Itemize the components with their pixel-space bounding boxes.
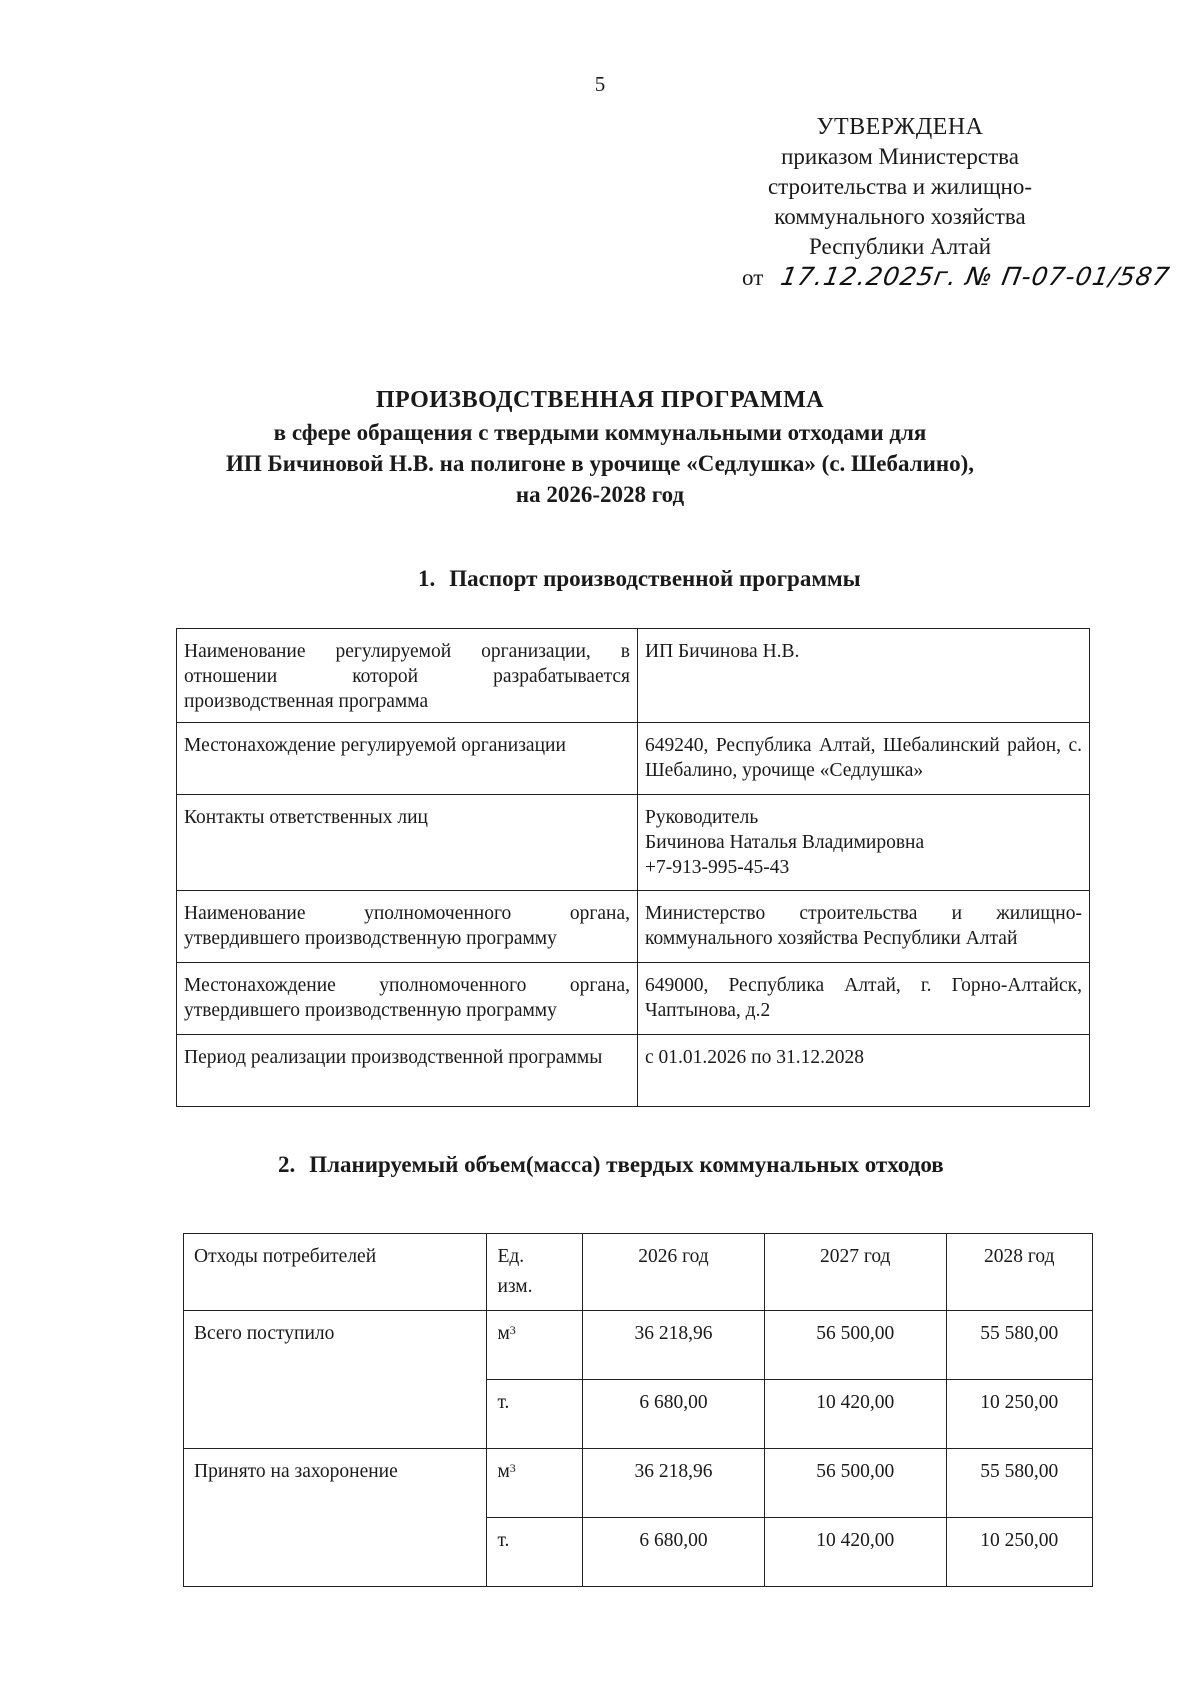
approval-date [742,262,1173,291]
value-line: Бичинова Наталья Владимировна [645,832,925,853]
value-line: ИП Бичинова Н.В. [645,641,800,662]
value-cell-2028: 10 250,00 [946,1518,1092,1587]
approval-block [730,112,1070,262]
handwritten-date-number: 17.12.2025г. № П-07-01/587 [778,262,1173,291]
table-row [177,723,1090,795]
value-line: 649240, Республика Алтай, Шебалинский район, с. Шебалино, урочище «Седлушка» [645,735,1082,781]
table-cell-label: Местонахождение регулируемой организации [177,723,638,795]
unit-cell [487,1311,583,1380]
document-subtitle-line: в сфере обращения с твердыми коммунальными отходами для [273,420,927,445]
unit-cell: т. [487,1518,583,1587]
table-cell-label: Местонахождение уполномоченного органа, утвердившего производственную программу [177,963,638,1035]
document-title [0,383,1200,510]
page-number: 5 [594,72,606,96]
table-cell-value [638,1035,1090,1107]
table-cell-label: Период реализации производственной программы [177,1035,638,1107]
table-row [177,963,1090,1035]
waste-volume-table [183,1233,1093,1587]
table-cell-value [638,629,1090,723]
table-row [177,795,1090,891]
section-number: 2. [278,1152,296,1177]
value-cell-2027: 56 500,00 [764,1449,946,1518]
value-line: Министерство строительства и жилищно-коммунального хозяйства Республики Алтай [645,903,1082,949]
section-1-heading [418,566,861,592]
approval-line: строительства и жилищно- [767,174,1033,199]
value-line: с 01.01.2026 по 31.12.2028 [645,1047,864,1068]
value-cell-2026: 6 680,00 [583,1518,765,1587]
value-cell-2026: 36 218,96 [583,1311,765,1380]
approval-line: приказом Министерства [781,144,1019,169]
approval-line: Республики Алтай [808,234,992,259]
document-subtitle-line: ИП Бичиновой Н.В. на полигоне в урочище «Седлушка» (с. Шебалино), [225,451,975,476]
value-line: 649000, Республика Алтай, г. Горно-Алтайск, Чаптынова, д.2 [645,975,1082,1021]
unit-superscript: 3 [509,1461,516,1475]
table-cell-label: Контакты ответственных лиц [177,795,638,891]
table-row [177,891,1090,963]
table-cell-value [638,891,1090,963]
document-title-main: ПРОИЗВОДСТВЕННАЯ ПРОГРАММА [375,387,825,413]
section-title: Планируемый объем(масса) твердых коммунальных отходов [309,1152,944,1177]
unit-header-line: Ед. [497,1246,525,1267]
header-cell-unit [487,1234,583,1311]
unit-superscript: 3 [509,1323,516,1337]
value-cell-2027: 10 420,00 [764,1380,946,1449]
value-cell-2026: 36 218,96 [583,1449,765,1518]
table-header-row [184,1234,1093,1311]
table-row [177,629,1090,723]
value-cell-2028: 55 580,00 [946,1449,1092,1518]
table-row [184,1449,1093,1518]
approval-date-prefix: от [742,265,764,290]
header-cell-2028: 2028 год [946,1234,1092,1311]
row-group-name: Принято на захоронение [184,1449,487,1587]
value-line: +7-913-995-45-43 [645,857,790,878]
row-group-name: Всего поступило [184,1311,487,1449]
unit-header-line: изм. [497,1276,533,1297]
table-cell-value [638,963,1090,1035]
value-cell-2028: 55 580,00 [946,1311,1092,1380]
approval-title: УТВЕРЖДЕНА [816,114,984,140]
passport-table [176,628,1090,1107]
table-cell-label: Наименование уполномоченного органа, утвердившего производственную программу [177,891,638,963]
section-2-heading [278,1152,944,1178]
table-row [177,1035,1090,1107]
unit-text: м [497,1323,510,1344]
value-cell-2027: 10 420,00 [764,1518,946,1587]
value-cell-2028: 10 250,00 [946,1380,1092,1449]
header-cell-2026: 2026 год [583,1234,765,1311]
value-cell-2027: 56 500,00 [764,1311,946,1380]
value-cell-2026: 6 680,00 [583,1380,765,1449]
table-cell-value [638,723,1090,795]
value-line: Руководитель [645,807,759,828]
section-number: 1. [418,566,436,591]
section-title: Паспорт производственной программы [449,566,861,591]
table-cell-label: Наименование регулируемой организации, в отношении которой разрабатывается производственная программа [177,629,638,723]
approval-line: коммунального хозяйства [774,204,1026,229]
document-subtitle-line: на 2026-2028 год [515,482,685,507]
table-row [184,1311,1093,1380]
unit-cell: т. [487,1380,583,1449]
header-cell-2027: 2027 год [764,1234,946,1311]
table-cell-value [638,795,1090,891]
unit-text: м [497,1461,510,1482]
header-cell-category: Отходы потребителей [184,1234,487,1311]
unit-cell [487,1449,583,1518]
